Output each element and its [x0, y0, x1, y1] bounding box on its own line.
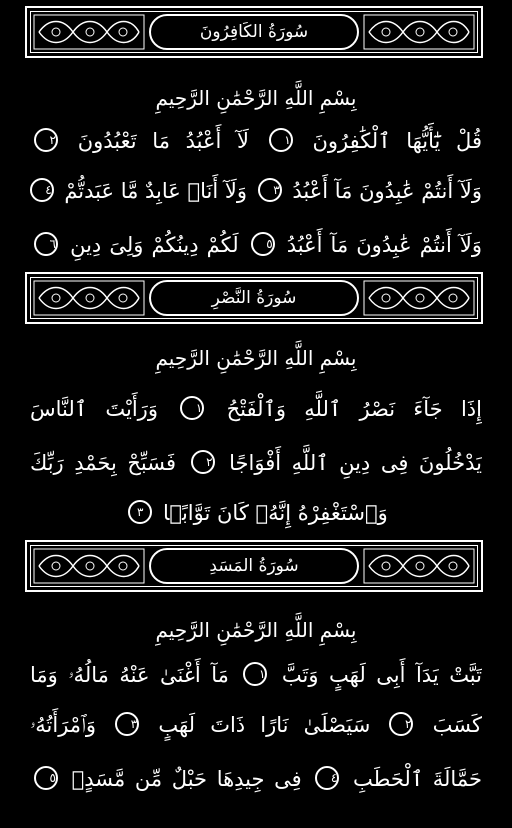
verse-line: [30, 386, 482, 432]
verse-text: كَسَبَ: [432, 713, 482, 737]
ayah-end-marker-icon: ١: [243, 662, 267, 686]
verse-text: وَرَأَيْتَ ٱلنَّاسَ: [30, 397, 158, 421]
surah-title: سُورَةُ الكَافِرُونَ: [199, 22, 309, 42]
verse-text: إِذَا جَآءَ نَصْرُ ٱللَّهِ وَٱلْفَتْحُ: [226, 397, 482, 421]
ayah-end-marker-icon: ٥: [251, 232, 275, 256]
ayah-end-marker-icon: ١: [269, 128, 293, 152]
verse-text: تَبَّتْ يَدَآ أَبِى لَهَبٍ وَتَبَّ: [281, 663, 482, 687]
verse-text: حَمَّالَةَ ٱلْحَطَبِ: [353, 767, 482, 791]
verse-text: سَيَصْلَىٰ نَارًا ذَاتَ لَهَبٍ: [158, 713, 371, 737]
ayah-end-marker-icon: ٦: [34, 232, 58, 256]
verse-line: [30, 490, 482, 536]
verse-line: [30, 652, 482, 698]
ayah-end-marker-icon: ٤: [30, 178, 54, 202]
ayah-end-marker-icon: ٥: [34, 766, 58, 790]
verse-text: فَسَبِّحْ بِحَمْدِ رَبِّكَ: [30, 451, 177, 475]
surah-title-frame: [149, 548, 359, 584]
verse-text: لَآ أَعْبُدُ مَا تَعْبُدُونَ: [77, 129, 250, 153]
arabesque-ornament-icon: [363, 280, 475, 316]
surah-title: سُورَةُ النَّصْرِ: [211, 288, 297, 308]
verse-text: لَكُمْ دِينُكُمْ وَلِىَ دِينِ: [70, 233, 239, 257]
ayah-end-marker-icon: ٢: [34, 128, 58, 152]
verse-line: [30, 440, 482, 486]
ayah-end-marker-icon: ٢: [389, 712, 413, 736]
ayah-end-marker-icon: ١: [180, 396, 204, 420]
ayah-end-marker-icon: ٤: [315, 766, 339, 790]
surah-title-frame: [149, 14, 359, 50]
arabesque-ornament-icon: [363, 14, 475, 50]
arabesque-ornament-icon: [363, 548, 475, 584]
ayah-end-marker-icon: ٣: [258, 178, 282, 202]
surah-title-frame: [149, 280, 359, 316]
verse-line: [30, 222, 482, 268]
surah-header-masad: [25, 540, 483, 592]
verse-line: [30, 702, 482, 748]
verse-line: [30, 168, 482, 214]
verse-line: [30, 118, 482, 164]
verse-text: فِى جِيدِهَا حَبْلٌ مِّن مَّسَدٍۭ: [71, 767, 302, 791]
ayah-end-marker-icon: ٣: [128, 500, 152, 524]
surah-header-nasr: [25, 272, 483, 324]
verse-line: [30, 756, 482, 802]
arabesque-ornament-icon: [33, 548, 145, 584]
verse-text: وَٱمْرَأَتُهُۥ: [30, 713, 96, 737]
verse-text: وَٱسْتَغْفِرْهُ إِنَّهُۥ كَانَ تَوَّابًۢا: [162, 501, 388, 525]
verse-text: وَلَآ أَنَا۠ عَابِدٌ مَّا عَبَدتُّمْ: [64, 179, 247, 203]
basmala: بِسْمِ اللَّهِ الرَّحْمَٰنِ الرَّحِيمِ: [155, 86, 357, 110]
ayah-end-marker-icon: ٣: [115, 712, 139, 736]
verse-text: وَلَآ أَنتُمْ عَٰبِدُونَ مَآ أَعْبُدُ: [286, 233, 482, 257]
arabesque-ornament-icon: [33, 280, 145, 316]
verse-text: يَدْخُلُونَ فِى دِينِ ٱللَّهِ أَفْوَاجًا: [229, 451, 482, 475]
verse-text: قُلْ يَٰٓأَيُّهَا ٱلْكَٰفِرُونَ: [312, 129, 482, 153]
verse-text: وَلَآ أَنتُمْ عَٰبِدُونَ مَآ أَعْبُدُ: [292, 179, 482, 203]
basmala: بِسْمِ اللَّهِ الرَّحْمَٰنِ الرَّحِيمِ: [155, 346, 357, 370]
surah-header-kafirun: [25, 6, 483, 58]
basmala: بِسْمِ اللَّهِ الرَّحْمَٰنِ الرَّحِيمِ: [155, 618, 357, 642]
surah-title: سُورَةُ المَسَدِ: [209, 556, 299, 576]
verse-text: مَآ أَغْنَىٰ عَنْهُ مَالُهُۥ وَمَا: [30, 663, 229, 687]
ayah-end-marker-icon: ٢: [191, 450, 215, 474]
arabesque-ornament-icon: [33, 14, 145, 50]
